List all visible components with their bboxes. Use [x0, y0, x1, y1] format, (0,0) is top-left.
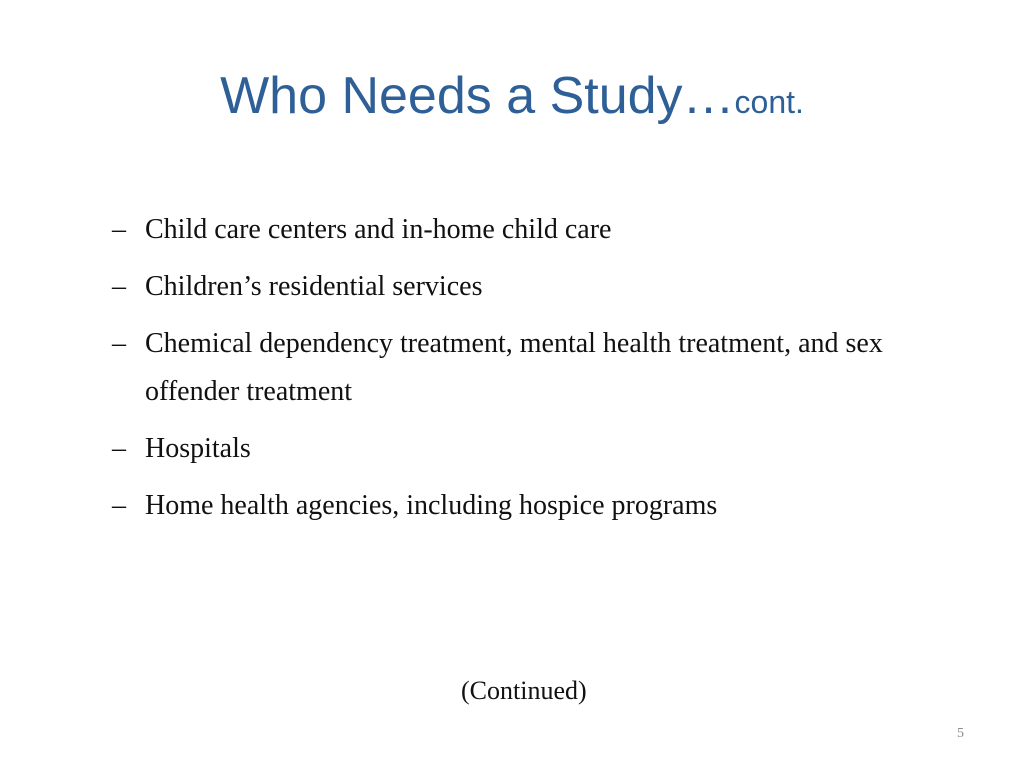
- list-item: [112, 482, 952, 530]
- slide-title-main: Who Needs a Study…: [220, 67, 735, 125]
- list-item: [112, 263, 952, 311]
- bullet-dash: –: [112, 490, 126, 521]
- bullet-text: Home health agencies, including hospice programs: [145, 490, 718, 521]
- bullet-text: Children’s residential services: [145, 271, 483, 302]
- page-number: 5: [957, 726, 964, 741]
- slide-title-suffix: cont.: [734, 84, 804, 120]
- bullet-dash: –: [112, 433, 126, 464]
- bullet-dash: –: [112, 214, 126, 245]
- bullet-text: Hospitals: [145, 433, 251, 464]
- slide-title: [0, 60, 1024, 138]
- list-item: [112, 425, 952, 473]
- bullet-dash: –: [112, 271, 126, 302]
- bullet-text: Child care centers and in-home child care: [145, 214, 612, 245]
- list-item: [112, 320, 952, 416]
- bullet-text: Chemical dependency treatment, mental health treatment, and sex offender treatment: [145, 328, 883, 407]
- continued-note: (Continued): [461, 676, 587, 705]
- bullet-dash: –: [112, 328, 126, 359]
- list-item: [112, 206, 952, 254]
- bullet-list: [112, 206, 952, 539]
